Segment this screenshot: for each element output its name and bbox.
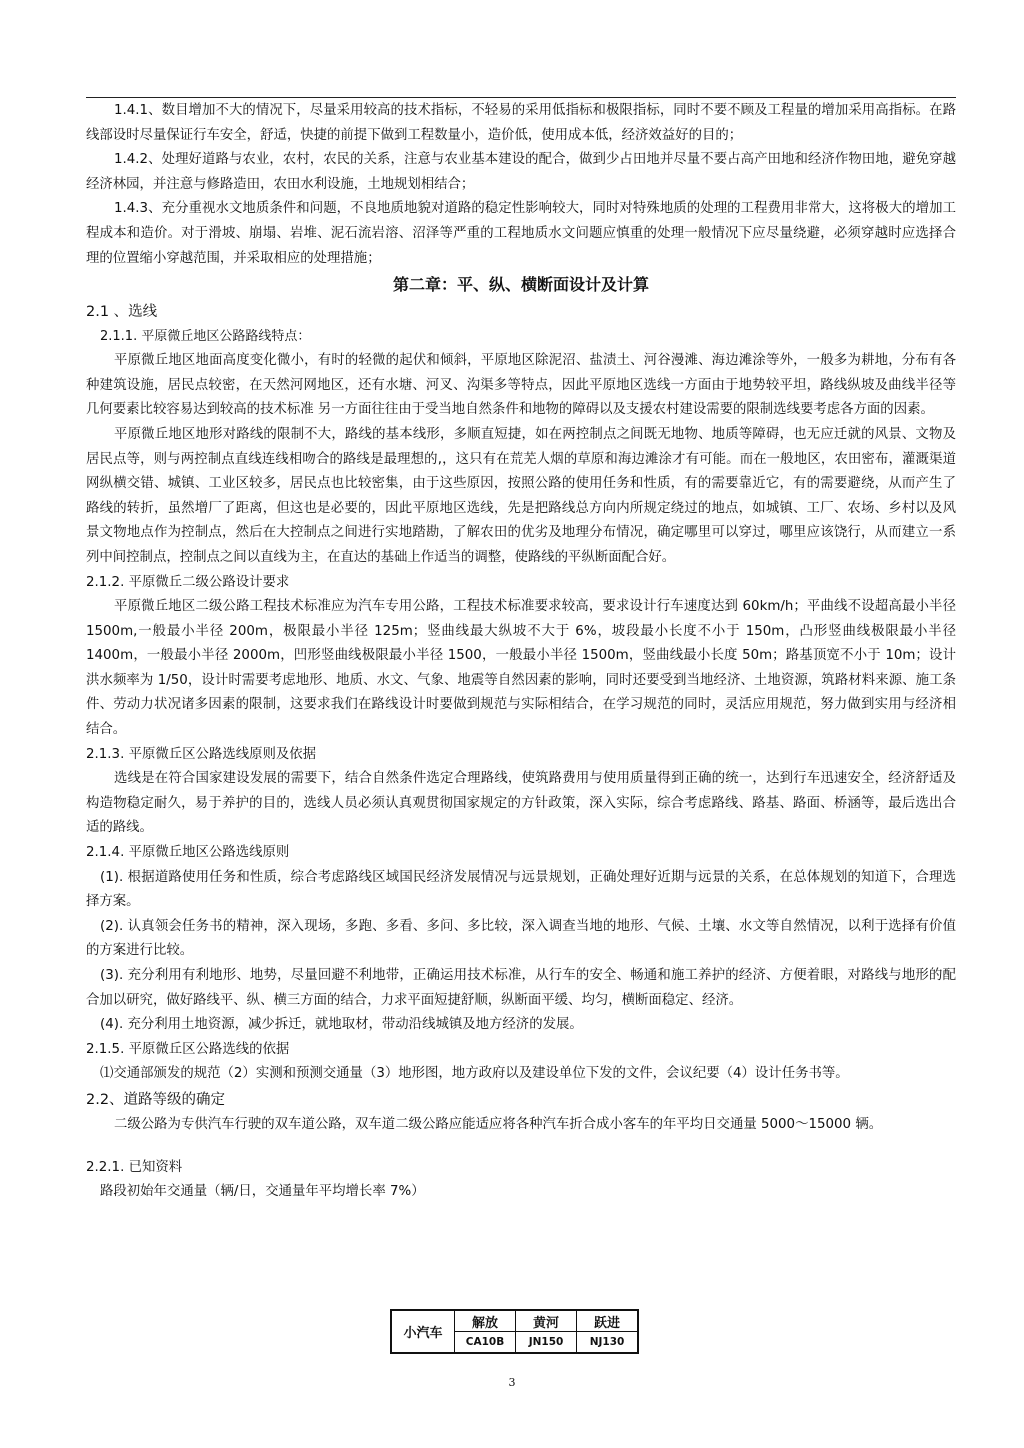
subsection-2-2-1-heading: 2.2.1. 已知资料 — [86, 1159, 183, 1175]
paragraph-2-1-3: 选线是在符合国家建设发展的需要下，结合自然条件选定合理路线，使筑路费用与使用质量得到正确的统一，达到行车迅速安全，经济舒适及构造物稳定耐久，易于养护的目的，选线人员必须认真观贯彻国家规定的方针政策，深入实际，综合考虑路线、路基、路面、桥涵等，最后选出合适的路线。 — [86, 771, 956, 836]
table-row — [391, 1310, 638, 1332]
rule-item-4: (4). 充分利用土地资源，减少拆迁，就地取材，带动沿线城镇及地方经济的发展。 — [100, 1017, 583, 1033]
rule-item-1: (1). 根据道路使用任务和性质，综合考虑路线区域国民经济发展情况与远景规划，正确处理好近期与远景的关系，在总体规划的知道下，合理选择方案。 — [86, 869, 956, 910]
header-rule — [86, 97, 956, 98]
paragraph-2-1-1-b: 平原微丘地区地形对路线的限制不大，路线的基本线形，多顺直短捷，如在两控制点之间既无地物、地质等障碍，也无应迁就的风景、文物及居民点等，则与两控制点直线连线相吻合的路线是最理想的,，这只有在荒芜人烟的草原和海边滩涂才有可能。而在一般地区，农田密布，灌溉渠道网纵横交错、城镇、工业区较多，居民点也比较密集，由于这些原因，按照公路的使用任务和性质，有的需要靠近它，有的需要避绕，从而产生了路线的转折，虽然增厂了距离，但这也是必要的，因此平原地区选线，先是把路线总方向内所规定绕过的地点，如城镇、工厂、农场、乡村以及风景文物地点作为控制点，然后在大控制点之间进行实地踏勘，了解农田的优劣及地理分布情况，确定哪里可以穿过，哪里应该饶行，从而建立一系列中间控制点，控制点之间以直线为主，在直达的基础上作适当的调整，使路线的平纵断面配合好。 — [86, 426, 956, 565]
subsection-2-1-2-heading: 2.1.2. 平原微丘二级公路设计要求 — [86, 574, 290, 590]
table-header-cell: 黄河 — [516, 1310, 577, 1332]
rule-item-3: (3). 充分利用有利地形、地势，尽量回避不利地带，正确运用技术标准，从行车的安全、畅通和施工养护的经济、方便着眼，对路线与地形的配合加以研究，做好路线平、纵、横三方面的结合，力求平面短捷舒顺，纵断面平缓、均匀，横断面稳定、经济。 — [86, 968, 956, 1008]
table-model-cell: CA10B — [455, 1332, 516, 1354]
subsection-2-1-1-heading: 2.1.1. 平原微丘地区公路路线特点： — [100, 329, 311, 345]
paragraph-2-2-1: 路段初始年交通量（辆/日，交通量年平均增长率 7%） — [100, 1184, 425, 1200]
paragraph-2-1-1-a: 平原微丘地区地面高度变化微小，有时的轻微的起伏和倾斜，平原地区除泥沼、盐渍土、河谷漫滩、海边滩涂等外，一般多为耕地，分布有各种建筑设施，居民点较密，在天然河网地区，还有水塘、河叉、沟渠多等特点，因此平原地区选线一方面由于地势较平坦，路线纵坡及曲线半径等几何要素比较容易达到较高的技术标准 另一方面往往由于受当地自然条件和地物的障碍以及支援农村建设需要的限制选线要考虑各方面的因素。 — [86, 353, 956, 418]
chapter-title: 第二章：平、纵、横断面设计及计算 — [392, 275, 649, 295]
table-cell-car: 小汽车 — [391, 1310, 455, 1353]
document-body — [86, 99, 956, 1205]
subsection-2-1-5-heading: 2.1.5. 平原微丘区公路选线的依据 — [86, 1041, 290, 1057]
table-model-cell: JN150 — [516, 1332, 577, 1354]
paragraph-1-4-2: 1.4.2、处理好道路与农业，农村，农民的关系，注意与农业基本建设的配合，做到少占田地并尽量不要占高产田地和经济作物田地，避免穿越经济林园，并注意与修路造田，农田水利设施，土地规划相结合； — [86, 152, 956, 192]
traffic-volume-table — [390, 1309, 639, 1354]
paragraph-2-1-5: ⑴交通部颁发的规范（2）实测和预测交通量（3）地形图，地方政府以及建设单位下发的文件，会议纪要（4）设计任务书等。 — [100, 1066, 849, 1082]
subsection-2-1-3-heading: 2.1.3. 平原微丘区公路选线原则及依据 — [86, 746, 317, 762]
subsection-2-1-4-heading: 2.1.4. 平原微丘地区公路选线原则 — [86, 845, 290, 861]
paragraph-1-4-3: 1.4.3、充分重视水文地质条件和问题，不良地质地貌对道路的稳定性影响较大，同时对特殊地质的处理的工程费用非常大，这将极大的增加工程成本和造价。对于滑坡、崩塌、岩堆、泥石流岩溶、沼泽等严重的工程地质水文问题应慎重的处理一般情况下应尽量绕避，必须穿越时应选择合理的位置缩小穿越范围，并采取相应的处理措施； — [86, 201, 956, 266]
page-number: 3 — [508, 1376, 516, 1389]
table-header-cell: 解放 — [455, 1310, 516, 1332]
section-2-2-heading: 2.2、道路等级的确定 — [86, 1091, 226, 1108]
spacer — [86, 1138, 956, 1156]
table-header-cell: 跃进 — [577, 1310, 639, 1332]
table-model-cell: NJ130 — [577, 1332, 639, 1354]
paragraph-1-4-1: 1.4.1、数目增加不大的情况下，尽量采用较高的技术指标，不轻易的采用低指标和极限指标，同时不要不顾及工程量的增加采用高指标。在路线部设时尽量保证行车安全，舒适，快捷的前提下做到工程数量小，造价低，使用成本低，经济效益好的目的； — [86, 103, 956, 143]
rule-item-2: (2). 认真领会任务书的精神，深入现场，多跑、多看、多问、多比较，深入调查当地的地形、气候、土壤、水文等自然情况，以利于选择有价值的方案进行比较。 — [86, 918, 956, 959]
paragraph-2-1-2: 平原微丘地区二级公路工程技术标准应为汽车专用公路，工程技术标准要求较高，要求设计行车速度达到 60km/h；平曲线不设超高最小半径 1500m,一般最小半径 200m，极限最小半径 125m；竖曲线最大纵坡不大于 6%，坡段最小长度不小于 150m，凸形竖曲线极限最小半径 1400m，一般最小半径 2000m，凹形竖曲线极限最小半径 1500，一般最小半径 1500m，竖曲线最小长度 50m；路基顶宽不小于 10m；设计洪水频率为 1/50，设计时需要考虑地形、地质、水文、气象、地震等自然因素的影响，同时还要受到当地经济、土地资源，筑路材料来源、施工条件、劳动力状况诸多因素的限制，这要求我们在路线设计时要做到规范与实际相结合，在学习规范的同时，灵活应用规范，努力做到实用与经济相结合。 — [86, 599, 956, 738]
paragraph-2-2: 二级公路为专供汽车行驶的双车道公路，双车道二级公路应能适应将各种汽车折合成小客车的年平均日交通量 5000～15000 辆。 — [114, 1116, 883, 1132]
section-2-1-heading: 2.1 、选线 — [86, 304, 158, 321]
